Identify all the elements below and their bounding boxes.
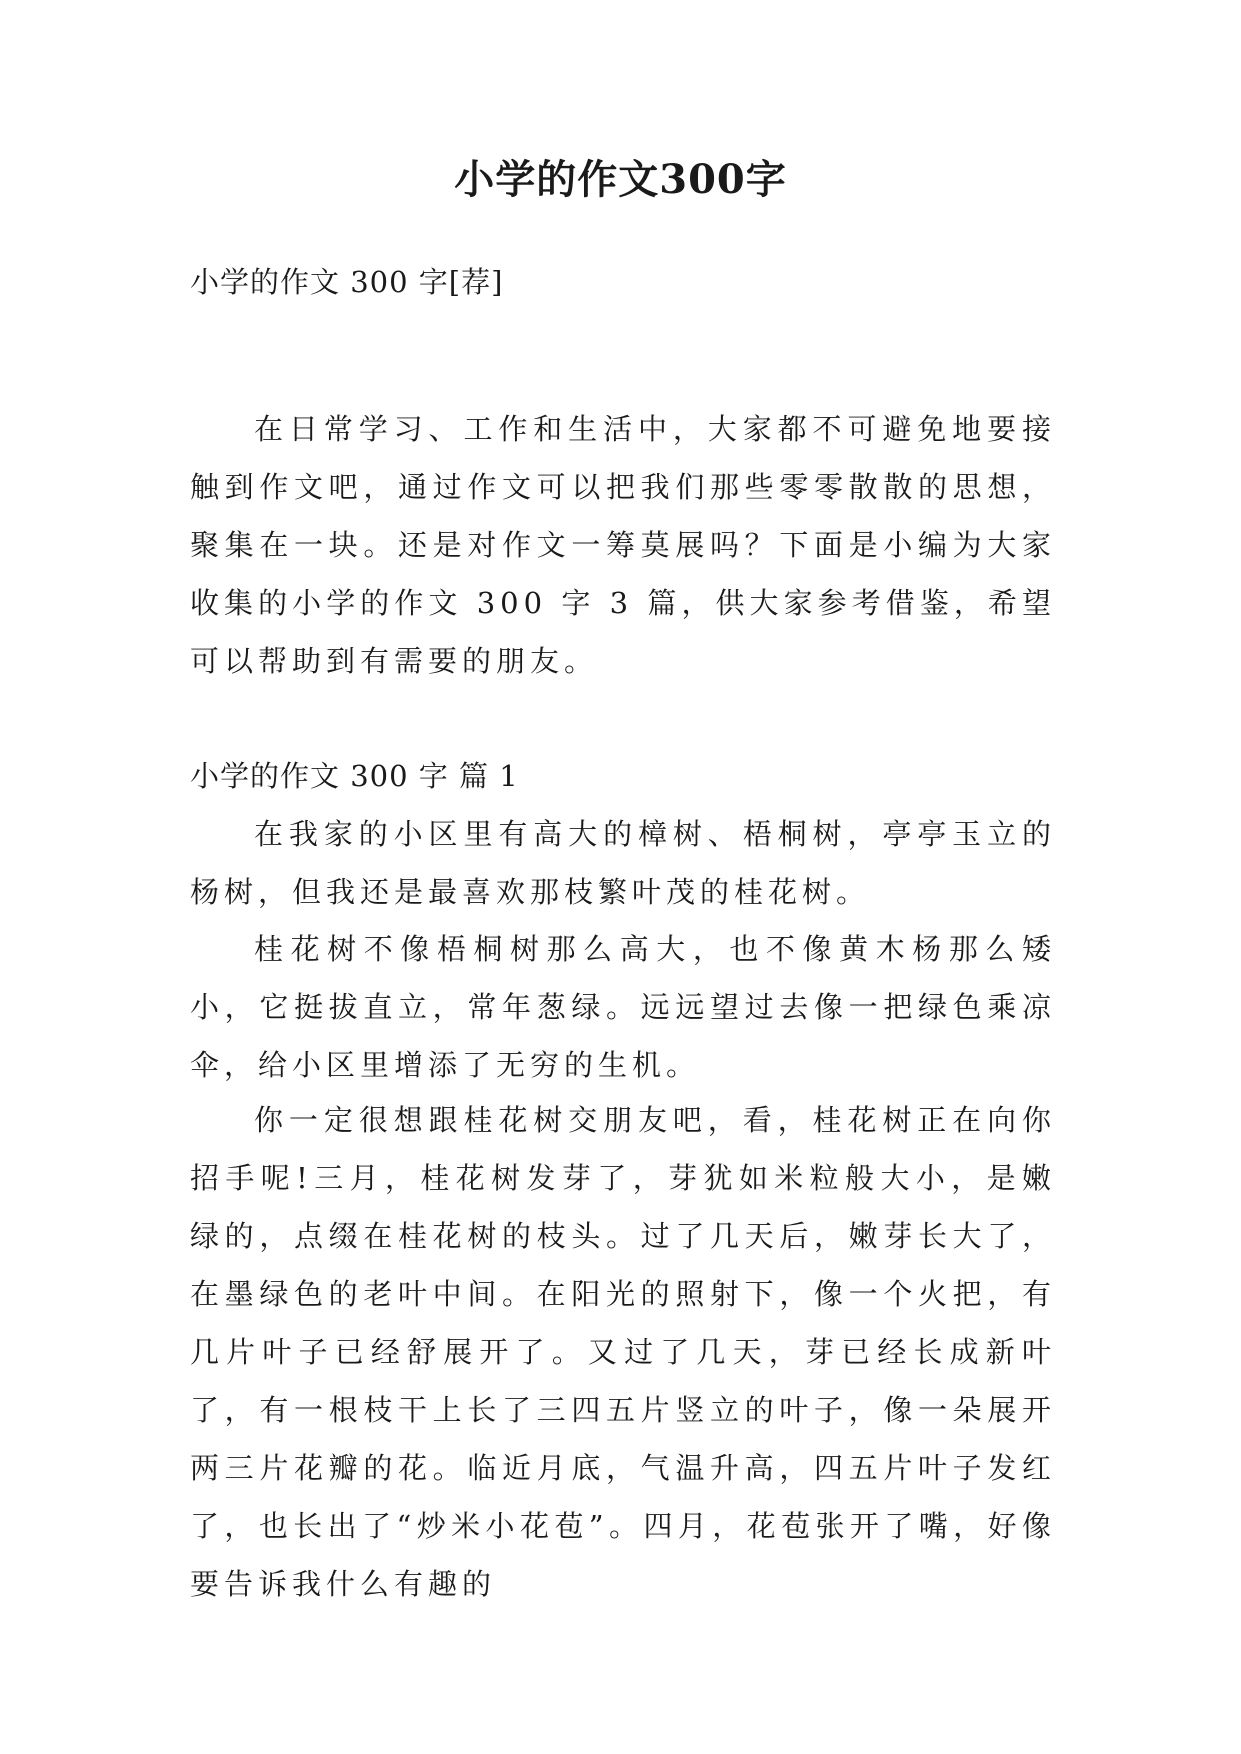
body-paragraph-1: 在我家的小区里有高大的樟树、梧桐树，亭亭玉立的杨树，但我还是最喜欢那枝繁叶茂的桂花树。 bbox=[190, 817, 1056, 909]
body-paragraph-3: 你一定很想跟桂花树交朋友吧，看，桂花树正在向你招手呢!三月，桂花树发芽了，芽犹如米粒般大小，是嫩绿的，点缀在桂花树的枝头。过了几天后，嫩芽长大了，在墨绿色的老叶中间。在阳光的照射下，像一个火把，有几片叶子已经舒展开了。又过了几天，芽已经长成新叶了，有一根枝干上长了三四五片竖立的叶子，像一朵展开两三片花瓣的花。临近月底，气温升高，四五片叶子发红了，也长出了“炒米小花苞”。四月，花苞张开了嘴，好像要告诉我什么有趣的 bbox=[190, 1103, 1056, 1601]
document-subtitle: 小学的作文 300 字[荐] bbox=[190, 265, 504, 299]
body-paragraph-2: 桂花树不像梧桐树那么高大，也不像黄木杨那么矮小，它挺拔直立，常年葱绿。远远望过去像一把绿色乘凉伞，给小区里增添了无穷的生机。 bbox=[190, 932, 1056, 1082]
document-title: 小学的作文300字 bbox=[454, 156, 787, 203]
section-title: 小学的作文 300 字 篇 1 bbox=[190, 759, 519, 793]
intro-paragraph: 在日常学习、工作和生活中，大家都不可避免地要接触到作文吧，通过作文可以把我们那些零零散散的思想，聚集在一块。还是对作文一筹莫展吗？下面是小编为大家收集的小学的作文 300 字 3 篇，供大家参考借鉴，希望可以帮助到有需要的朋友。 bbox=[190, 412, 1056, 678]
